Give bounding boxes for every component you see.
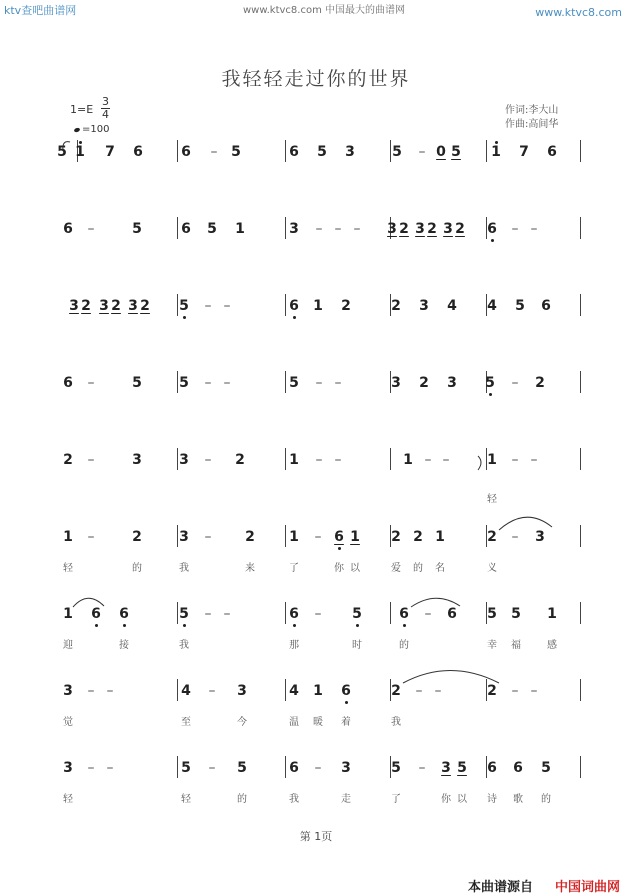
lyric-char: 觉 (63, 717, 73, 728)
note-dash: – (315, 221, 323, 237)
note: 5 (511, 606, 521, 622)
lyric-char: 爱 (391, 563, 401, 574)
lyric-char: 的 (413, 563, 423, 574)
note: 2 (419, 375, 429, 391)
note: 3 (441, 760, 451, 776)
lyric-char: 迎 (63, 640, 73, 651)
note: 3 (132, 452, 142, 468)
lyric-char: 感 (547, 640, 557, 651)
note-dash: – (511, 529, 519, 545)
lyric-char: 轻 (181, 794, 191, 805)
slur (411, 598, 460, 607)
note: 6 (181, 221, 191, 237)
note: 4 (447, 298, 457, 314)
note: 1 (63, 606, 73, 622)
lyric-char: 来 (245, 563, 255, 574)
note: 3 (535, 529, 545, 545)
lyric-char: 歌 (513, 794, 523, 805)
lyric-char: 我 (391, 717, 401, 728)
note: 3 (415, 221, 425, 237)
note: 1 (289, 452, 299, 468)
lyric-char: 那 (289, 640, 299, 651)
note: 3 (345, 144, 355, 160)
note-dash: – (314, 529, 322, 545)
lyric-char: 暖 (313, 717, 323, 728)
note: 6 (547, 144, 557, 160)
note: 6 (541, 298, 551, 314)
note-dash: – (223, 298, 231, 314)
note: 1 (403, 452, 413, 468)
note: 1 (63, 529, 73, 545)
note: 2 (455, 221, 465, 237)
note: 5 (479, 375, 501, 391)
note-dash: – (424, 452, 432, 468)
note: 5 (346, 606, 368, 622)
note-dash: – (87, 760, 95, 776)
lyric-char: 义 (487, 563, 497, 574)
note-dash: – (424, 606, 432, 622)
lyric-char: 名 (435, 563, 445, 574)
lyric-char: 你 (441, 794, 451, 805)
note-dash: – (353, 221, 361, 237)
lyric-char: 福 (511, 640, 521, 651)
note: 0 (436, 144, 446, 160)
repeat-arc (63, 142, 70, 150)
note: 1 (235, 221, 245, 237)
repeat-arc-end (478, 456, 481, 470)
note-dash: – (442, 452, 450, 468)
note: 5 (132, 221, 142, 237)
note: 1 (289, 529, 299, 545)
note: 2 (235, 452, 245, 468)
note-dash: – (530, 683, 538, 699)
lyric-char: 时 (352, 640, 362, 651)
note-dash: – (315, 375, 323, 391)
note-dash: – (223, 375, 231, 391)
lyric-char: 至 (181, 717, 191, 728)
note: 5 (451, 144, 461, 160)
note-dash: – (204, 452, 212, 468)
note: 5 (207, 221, 217, 237)
note: 3 (341, 760, 351, 776)
tempo-value: =100 (82, 124, 110, 135)
lyric-char: 以 (350, 563, 360, 574)
note-dash: – (87, 452, 95, 468)
note-dash: – (511, 221, 519, 237)
note: 5 (181, 760, 191, 776)
note: 3 (447, 375, 457, 391)
composer-credit: 作曲:高间华 (505, 119, 559, 130)
note: 5 (289, 375, 299, 391)
note: 3 (179, 529, 189, 545)
lyric-char: 轻 (63, 794, 73, 805)
site-url[interactable]: www.ktvc8.com (535, 6, 622, 19)
note: 4 (487, 298, 497, 314)
note: 6 (328, 529, 350, 545)
lyric-char: 轻 (63, 563, 73, 574)
note: 6 (481, 221, 503, 237)
note: 6 (487, 760, 497, 776)
note: 3 (419, 298, 429, 314)
lyric-char: 你 (334, 563, 344, 574)
note: 6 (513, 760, 523, 776)
note-dash: – (334, 221, 342, 237)
lyricist-credit: 作词:李大山 (505, 105, 559, 116)
note: 2 (535, 375, 545, 391)
note-dash: – (87, 529, 95, 545)
note: 6 (289, 144, 299, 160)
lyric-char: 接 (119, 640, 129, 651)
note-dash: – (530, 221, 538, 237)
note-dash: – (434, 683, 442, 699)
note: 5 (173, 298, 195, 314)
lyric-char: 我 (179, 640, 189, 651)
note: 5 (391, 760, 401, 776)
note-dash: – (87, 221, 95, 237)
lyric-char: 幸 (487, 640, 497, 651)
note: 3 (69, 298, 79, 314)
note: 5 (392, 144, 402, 160)
note: 1 (69, 144, 91, 160)
note-dash: – (315, 452, 323, 468)
note: 1 (435, 529, 445, 545)
note-dash: – (334, 452, 342, 468)
note-dash: – (314, 606, 322, 622)
note: 5 (457, 760, 467, 776)
note: 5 (57, 144, 67, 160)
note: 6 (283, 298, 305, 314)
note: 3 (387, 221, 397, 237)
note: 3 (391, 375, 401, 391)
note: 5 (487, 606, 497, 622)
key-signature: 1=E (70, 103, 94, 116)
note: 2 (140, 298, 150, 314)
lyric-char: 我 (289, 794, 299, 805)
slur (499, 517, 552, 530)
note-dash: – (511, 452, 519, 468)
note: 3 (179, 452, 189, 468)
source-label: 本曲谱源自 (468, 880, 534, 895)
slur (73, 598, 104, 607)
note: 2 (487, 683, 497, 699)
note-dash: – (208, 760, 216, 776)
note: 2 (487, 529, 497, 545)
note: 2 (341, 298, 351, 314)
note: 5 (541, 760, 551, 776)
note: 3 (63, 683, 73, 699)
note: 2 (413, 529, 423, 545)
note: 1 (547, 606, 557, 622)
note-dash: – (511, 683, 519, 699)
note-dash: – (314, 760, 322, 776)
note: 6 (181, 144, 191, 160)
note: 6 (63, 221, 73, 237)
note: 6 (85, 606, 107, 622)
note: 2 (81, 298, 91, 314)
note: 5 (132, 375, 142, 391)
tie (403, 671, 499, 684)
note: 5 (237, 760, 247, 776)
lyric-char: 了 (391, 794, 401, 805)
lyric-char: 的 (399, 640, 409, 651)
note: 1 (485, 144, 507, 160)
note: 2 (63, 452, 73, 468)
lyric-char: 的 (237, 794, 247, 805)
lyric-char: 的 (541, 794, 551, 805)
time-sig-bottom: 4 (102, 108, 109, 121)
lyric-char: 温 (289, 717, 299, 728)
note: 6 (133, 144, 143, 160)
note-dash: – (210, 144, 218, 160)
lyric-char: 走 (341, 794, 351, 805)
note: 2 (399, 221, 409, 237)
note-dash: – (87, 375, 95, 391)
note-dash: – (223, 606, 231, 622)
lyric-char: 以 (457, 794, 467, 805)
note: 6 (447, 606, 457, 622)
note-dash: – (334, 375, 342, 391)
lyric-char: 诗 (487, 794, 497, 805)
note: 6 (63, 375, 73, 391)
note-dash: – (204, 375, 212, 391)
note: 5 (231, 144, 241, 160)
note: 7 (105, 144, 115, 160)
note: 1 (487, 452, 497, 468)
note: 3 (63, 760, 73, 776)
site-logo-text: ktv查吧曲谱网 (4, 4, 77, 17)
time-sig-top: 3 (102, 95, 109, 108)
source-site[interactable]: 中国词曲网 (555, 880, 621, 895)
note: 6 (393, 606, 415, 622)
note-dash: – (204, 529, 212, 545)
note: 5 (173, 606, 195, 622)
note: 2 (391, 298, 401, 314)
note: 6 (289, 760, 299, 776)
note: 1 (313, 683, 323, 699)
lyric-char: 的 (132, 563, 142, 574)
note-dash: – (204, 606, 212, 622)
note: 3 (237, 683, 247, 699)
note: 3 (99, 298, 109, 314)
lyric-char: 今 (237, 717, 247, 728)
note: 6 (283, 606, 305, 622)
note: 2 (391, 529, 401, 545)
note: 7 (519, 144, 529, 160)
note-dash: – (418, 144, 426, 160)
note: 1 (313, 298, 323, 314)
lyric-char: 了 (289, 563, 299, 574)
note-dash: – (106, 760, 114, 776)
lyric-char: 我 (179, 563, 189, 574)
note: 5 (515, 298, 525, 314)
note-dash: – (418, 760, 426, 776)
page-number: 第 1页 (299, 830, 333, 843)
lyric-char: 轻 (487, 494, 497, 505)
note: 6 (113, 606, 135, 622)
note: 3 (443, 221, 453, 237)
note: 3 (128, 298, 138, 314)
note-dash: – (204, 298, 212, 314)
lyric-char: 着 (341, 717, 351, 728)
note: 5 (179, 375, 189, 391)
note-dash: – (106, 683, 114, 699)
note: 2 (427, 221, 437, 237)
note-dash: – (511, 375, 519, 391)
song-title: 我轻轻走过你的世界 (221, 68, 411, 90)
note: 2 (245, 529, 255, 545)
note-dash: – (208, 683, 216, 699)
note: 3 (289, 221, 299, 237)
note: 4 (181, 683, 191, 699)
note: 6 (335, 683, 357, 699)
note-dash: – (415, 683, 423, 699)
note: 2 (391, 683, 401, 699)
note: 2 (111, 298, 121, 314)
note: 2 (132, 529, 142, 545)
note: 4 (289, 683, 299, 699)
note-dash: – (530, 452, 538, 468)
note-dash: – (87, 683, 95, 699)
site-header-caption: www.ktvc8.com 中国最大的曲谱网 (243, 5, 406, 16)
note: 5 (317, 144, 327, 160)
note: 1 (350, 529, 360, 545)
